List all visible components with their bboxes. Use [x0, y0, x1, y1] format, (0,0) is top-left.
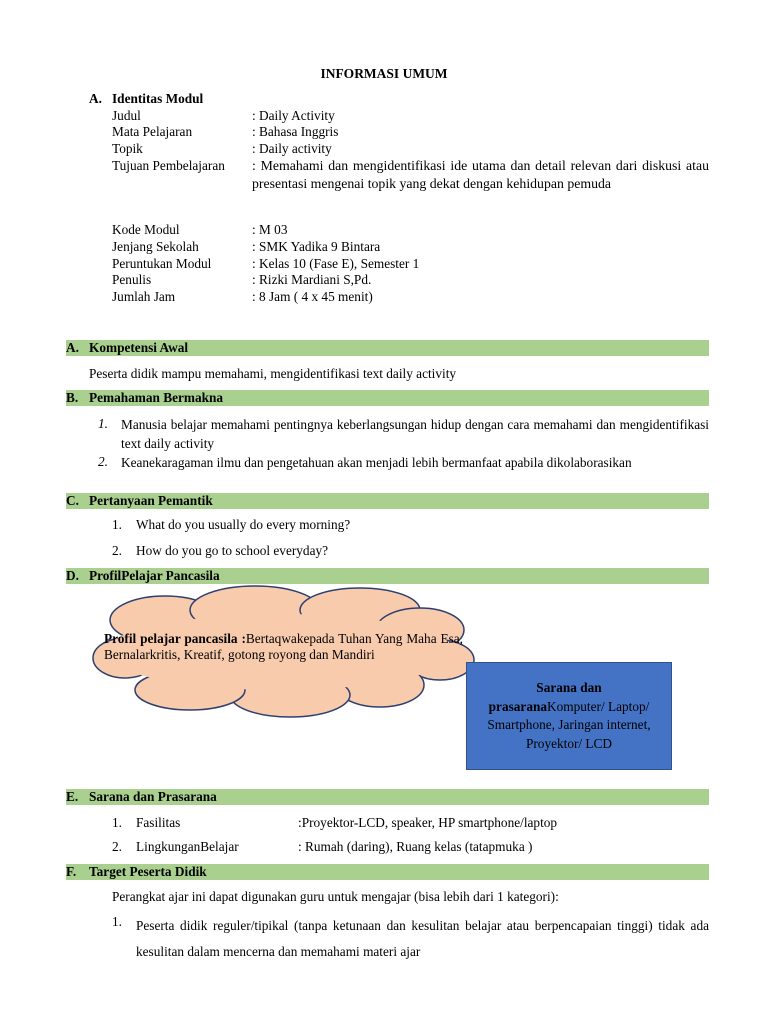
box-bold-label: Sarana dan	[536, 680, 602, 695]
identitas-value-peruntukan: : Kelas 10 (Fase E), Semester 1	[252, 256, 420, 271]
list-number: 1.	[112, 815, 122, 830]
identitas-value-judul: : Daily Activity	[252, 108, 335, 123]
section-title: Target Peserta Didik	[89, 864, 207, 879]
identitas-value-jenjang: : SMK Yadika 9 Bintara	[252, 239, 381, 254]
identitas-label-mapel: Mata Pelajaran	[112, 124, 193, 139]
identitas-heading: Identitas Modul	[112, 91, 204, 106]
sarana-value: :Proyektor-LCD, speaker, HP smartphone/laptop	[298, 815, 558, 830]
list-number: 1.	[112, 914, 122, 929]
sarana-callout-box	[466, 662, 672, 770]
box-bold-label-2: prasarana	[488, 698, 548, 714]
identitas-marker: A.	[89, 91, 102, 106]
section-title: ProfilPelajar Pancasila	[89, 568, 220, 583]
list-number: 2.	[112, 543, 122, 558]
section-title: Pemahaman Bermakna	[89, 390, 224, 405]
section-bar-sarana-prasarana	[66, 789, 709, 805]
list-item: Peserta didik reguler/tipikal (tanpa ketunaan dan kesulitan belajar atau berpencapaian tinggi) tidak ada kesulitan dalam mencerna dan memahami materi ajar	[136, 918, 709, 959]
section-marker: E.	[66, 789, 79, 804]
list-number: 1.	[112, 517, 122, 532]
identitas-label-penulis: Penulis	[112, 272, 152, 287]
kompetensi-awal-text: Peserta didik mampu memahami, mengidentifikasi text daily activity	[89, 366, 457, 381]
document-title: INFORMASI UMUM	[320, 66, 448, 81]
cloud-text	[104, 631, 463, 663]
identitas-value-penulis: : Rizki Mardiani S,Pd.	[252, 272, 372, 287]
section-title: Sarana dan Prasarana	[89, 789, 217, 804]
section-marker: F.	[66, 864, 77, 879]
cloud-content: Bertaqwakepada Tuhan Yang Maha Esa, Bernalarkritis, Kreatif, gotong royong dan Mandiri	[104, 631, 463, 662]
sarana-label: Fasilitas	[136, 815, 181, 830]
list-item: Keanekaragaman ilmu dan pengetahuan akan menjadi lebih bermanfaat apabila dikolaborasikan	[121, 455, 632, 470]
target-intro: Perangkat ajar ini dapat digunakan guru untuk mengajar (bisa lebih dari 1 kategori):	[112, 889, 559, 904]
identitas-label-judul: Judul	[112, 108, 141, 123]
identitas-label-kode: Kode Modul	[112, 222, 180, 237]
section-marker: B.	[66, 390, 79, 405]
identitas-value-topik: : Daily activity	[252, 141, 332, 156]
list-item: How do you go to school everyday?	[136, 543, 329, 558]
cloud-bold-label: Profil pelajar pancasila :	[104, 631, 246, 646]
identitas-value-jam: : 8 Jam ( 4 x 45 menit)	[252, 289, 373, 304]
box-content: Komputer/ Laptop/ Smartphone, Jaringan internet, Proyektor/ LCD	[487, 698, 651, 751]
identitas-value-tujuan: : Memahami dan mengidentifikasi ide utama dan detail relevan dari diskusi atau presentasi mengenai topik yang dekat dengan kehidupan pemuda	[252, 158, 709, 191]
list-number: 2.	[98, 454, 108, 469]
identitas-label-jam: Jumlah Jam	[112, 289, 176, 304]
section-title: Pertanyaan Pemantik	[89, 493, 213, 508]
list-number: 2.	[112, 839, 122, 854]
list-item: Manusia belajar memahami pentingnya keberlangsungan hidup dengan cara memahami dan mengidentifikasi text daily activity	[121, 417, 709, 451]
list-number: 1.	[98, 416, 108, 431]
identitas-label-tujuan: Tujuan Pembelajaran	[112, 158, 225, 173]
section-marker: A.	[66, 340, 79, 355]
section-marker: D.	[66, 568, 79, 583]
identitas-label-peruntukan: Peruntukan Modul	[112, 256, 212, 271]
section-marker: C.	[66, 493, 79, 508]
identitas-value-kode: : M 03	[252, 222, 288, 237]
list-item: What do you usually do every morning?	[136, 517, 351, 532]
identitas-value-mapel: : Bahasa Inggris	[252, 124, 339, 139]
identitas-label-jenjang: Jenjang Sekolah	[112, 239, 199, 254]
identitas-label-topik: Topik	[112, 141, 143, 156]
sarana-label: LingkunganBelajar	[136, 839, 239, 854]
section-title: Kompetensi Awal	[89, 340, 189, 355]
sarana-value: : Rumah (daring), Ruang kelas (tatapmuka )	[298, 839, 533, 854]
section-bar-target-peserta-didik	[66, 864, 709, 880]
